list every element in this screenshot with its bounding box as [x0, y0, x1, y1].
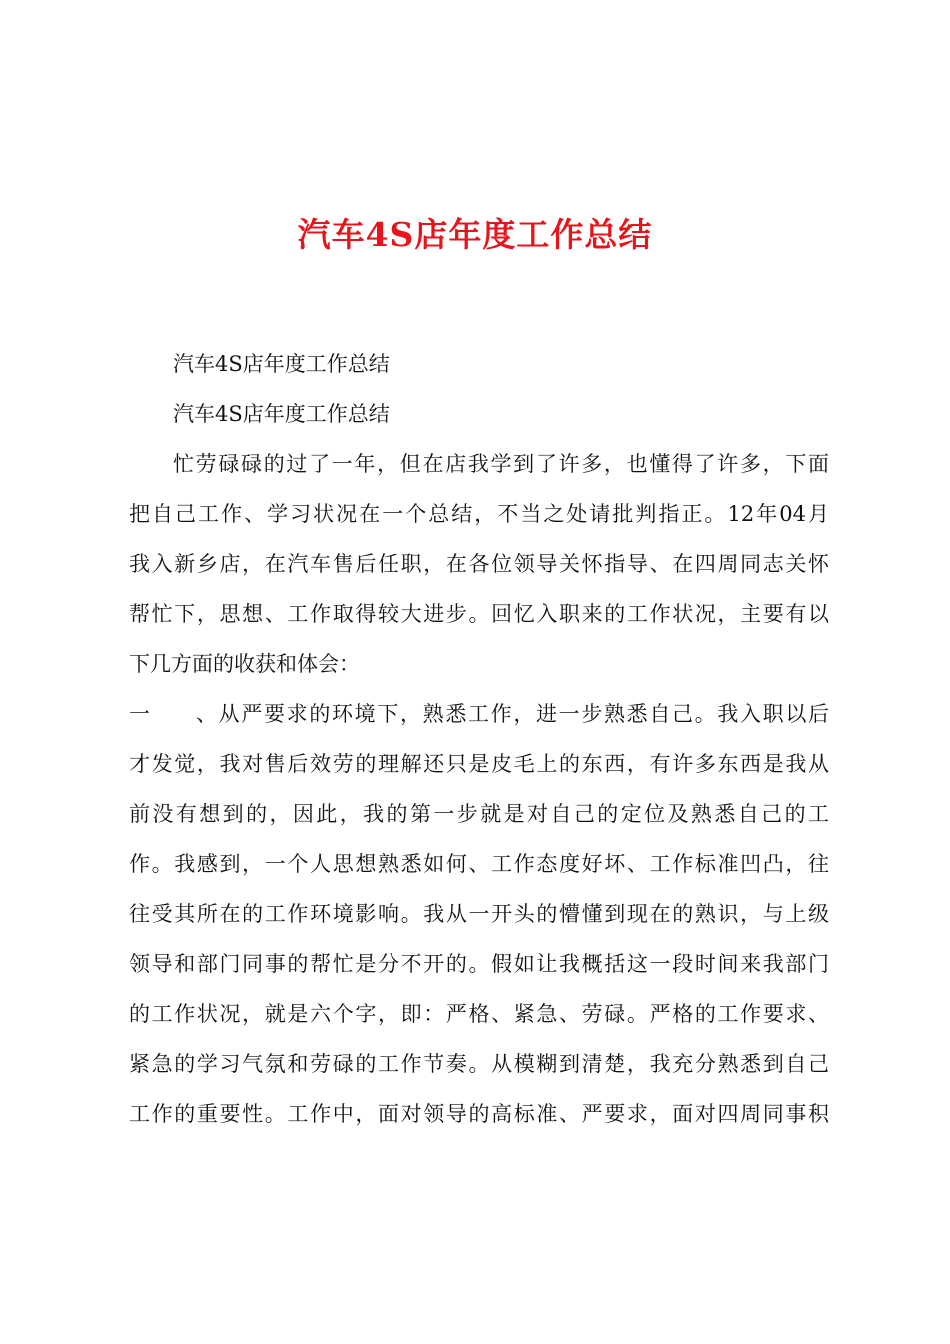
section-first-line: 、从严要求的环境下，熟悉工作，进一步熟悉自己。我入职以后 — [196, 702, 829, 726]
section-line-4: 往受其所在的工作环境影响。我从一开头的懵懂到现在的熟识，与上级 — [129, 902, 829, 926]
section-line-3: 作。我感到，一个人思想熟悉如何、工作态度好坏、工作标准凹凸，往 — [129, 852, 829, 876]
section-line-7: 紧急的学习气氛和劳碌的工作节奏。从模糊到清楚，我充分熟悉到自己 — [129, 1052, 829, 1076]
section-line-1: 才发觉，我对售后效劳的理解还只是皮毛上的东西，有许多东西是我从 — [129, 752, 829, 776]
subtitle-1: 汽车4S店年度工作总结 — [173, 352, 390, 376]
intro-line-5: 下几方面的收获和体会： — [129, 652, 360, 676]
section-line-8: 工作的重要性。工作中，面对领导的高标准、严要求，面对四周同事积 — [129, 1102, 829, 1126]
intro-line-2: 把自己工作、学习状况在一个总结，不当之处请批判指正。12年04月 — [129, 502, 829, 526]
intro-line-4: 帮忙下，思想、工作取得较大进步。回忆入职来的工作状况，主要有以 — [129, 602, 829, 626]
section-line-5: 领导和部门同事的帮忙是分不开的。假如让我概括这一段时间来我部门 — [129, 952, 829, 976]
section-line-2: 前没有想到的，因此，我的第一步就是对自己的定位及熟悉自己的工 — [129, 802, 829, 826]
section-number: 一 — [129, 702, 150, 726]
intro-line-1: 忙劳碌碌的过了一年，但在店我学到了许多，也懂得了许多，下面 — [173, 452, 829, 476]
subtitle-2: 汽车4S店年度工作总结 — [173, 402, 390, 426]
intro-line-3: 我入新乡店，在汽车售后任职，在各位领导关怀指导、在四周同志关怀 — [129, 552, 829, 576]
section-line-6: 的工作状况，就是六个字，即：严格、紧急、劳碌。严格的工作要求、 — [129, 1002, 829, 1026]
document-title: 汽车4S店年度工作总结 — [297, 215, 653, 254]
